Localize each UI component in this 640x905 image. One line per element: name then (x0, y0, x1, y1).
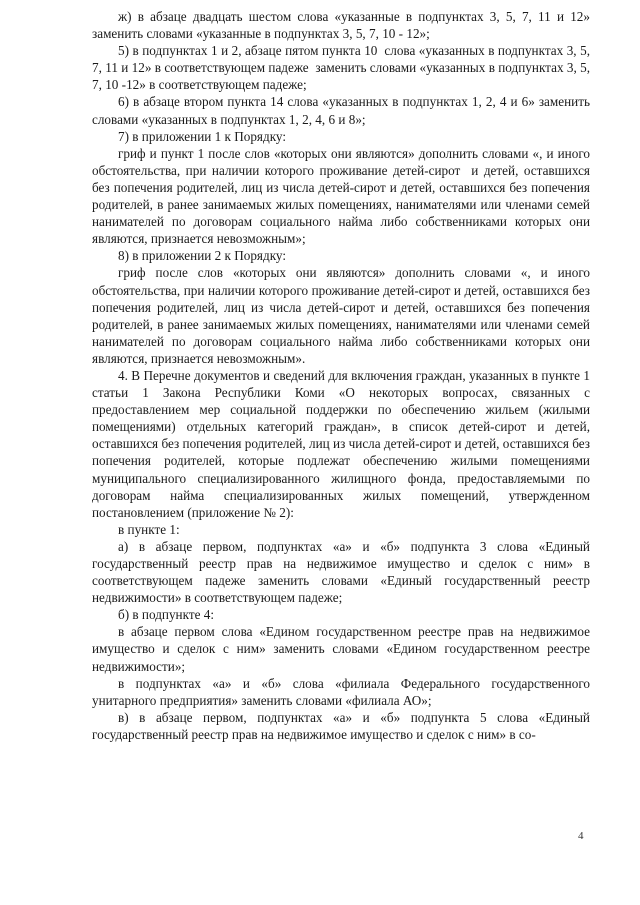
paragraph-point-1: в пункте 1: (118, 521, 180, 537)
paragraph-zh-item: ж) в абзаце двадцать шестом слова «указанные в подпунктах 3, 5, 7, 11 и 12» заменить словами «указанные в подпунктах 3, 5, 7, 10 - 12»; (92, 9, 594, 42)
paragraph-item-6: 6) в абзаце втором пункта 14 слова «указанных в подпунктах 1, 2, 4 и 6» заменить словами «указанных в подпунктах 1, 2, 4, 6 и 8»; (92, 94, 594, 127)
paragraph-item-8-text: гриф после слов «которых они являются» дополнить словами «, и иного обстоятельства, при наличии которого проживание детей-сирот и детей, оставшихся без попечения родителей, лиц из числа детей-сирот и детей, оставшихся без попечения родителей, в ранее занимаемых жилых помещениях, нанимателями или членами семей нанимателей по договорам социального найма либо собственниками которых они являются, признается невозможным». (92, 265, 594, 366)
paragraph-sub-v: в) в абзаце первом, подпунктах «а» и «б» подпункта 5 слова «Единый государственный реестр прав на недвижимое имущество и сделок с ним» в со- (92, 709, 594, 742)
paragraph-sub-b-first: в абзаце первом слова «Едином государственном реестре прав на недвижимое имущество и сделок с ним» заменить словами «Едином государственном реестре недвижимости»; (92, 624, 594, 674)
paragraph-sub-b: б) в подпункте 4: (118, 607, 215, 623)
page-number: 4 (578, 830, 584, 842)
paragraph-item-8: 8) в приложении 2 к Порядку: (118, 248, 287, 264)
paragraph-sub-b-second: в подпунктах «а» и «б» слова «филиала Федерального государственного унитарного предприятия» заменить словами «филиала АО»; (92, 675, 594, 708)
paragraph-section-4: 4. В Перечне документов и сведений для включения граждан, указанных в пункте 1 статьи 1 Закона Республики Коми «О некоторых вопросах, связанных с предоставлением мер социальной поддержки по обеспечению жильем (жилыми помещениями) отдельных категорий граждан», в список детей-сирот и детей, оставшихся без попечения родителей, лиц из числа детей-сирот и детей, оставшихся без попечения родителей, которые подлежат обеспечению жилыми помещениями муниципального специализированного жилищного фонда, предоставляемыми по договорам найма специализированных жилых помещений, утвержденном постановлением (приложение № 2): (92, 367, 594, 520)
paragraph-item-5: 5) в подпунктах 1 и 2, абзаце пятом пункта 10 слова «указанных в подпунктах 3, 5, 7, 11 и 12» в соответствующем падеже заменить словами «указанных в подпунктах 3, 5, 7, 10 -12» в соответствующем падеже; (92, 43, 594, 93)
paragraph-sub-a: а) в абзаце первом, подпунктах «а» и «б» подпункта 3 слова «Единый государственный реестр прав на недвижимое имущество и сделок с ним» в соответствующем падеже заменить словами «Единый государственный реестр недвижимости» в соответствующем падеже; (92, 538, 594, 606)
document-body (92, 8, 594, 743)
paragraph-item-7-text: гриф и пункт 1 после слов «которых они являются» дополнить словами «, и иного обстоятельства, при наличии которого проживание детей-сирот и детей, оставшихся без попечения родителей, лиц из числа детей-сирот и детей, оставшихся без попечения родителей, в ранее занимаемых жилых помещениях, нанимателями или членами семей нанимателей по договорам социального найма либо собственниками которых они являются, признается невозможным»; (92, 145, 594, 247)
paragraph-item-7: 7) в приложении 1 к Порядку: (118, 128, 287, 144)
